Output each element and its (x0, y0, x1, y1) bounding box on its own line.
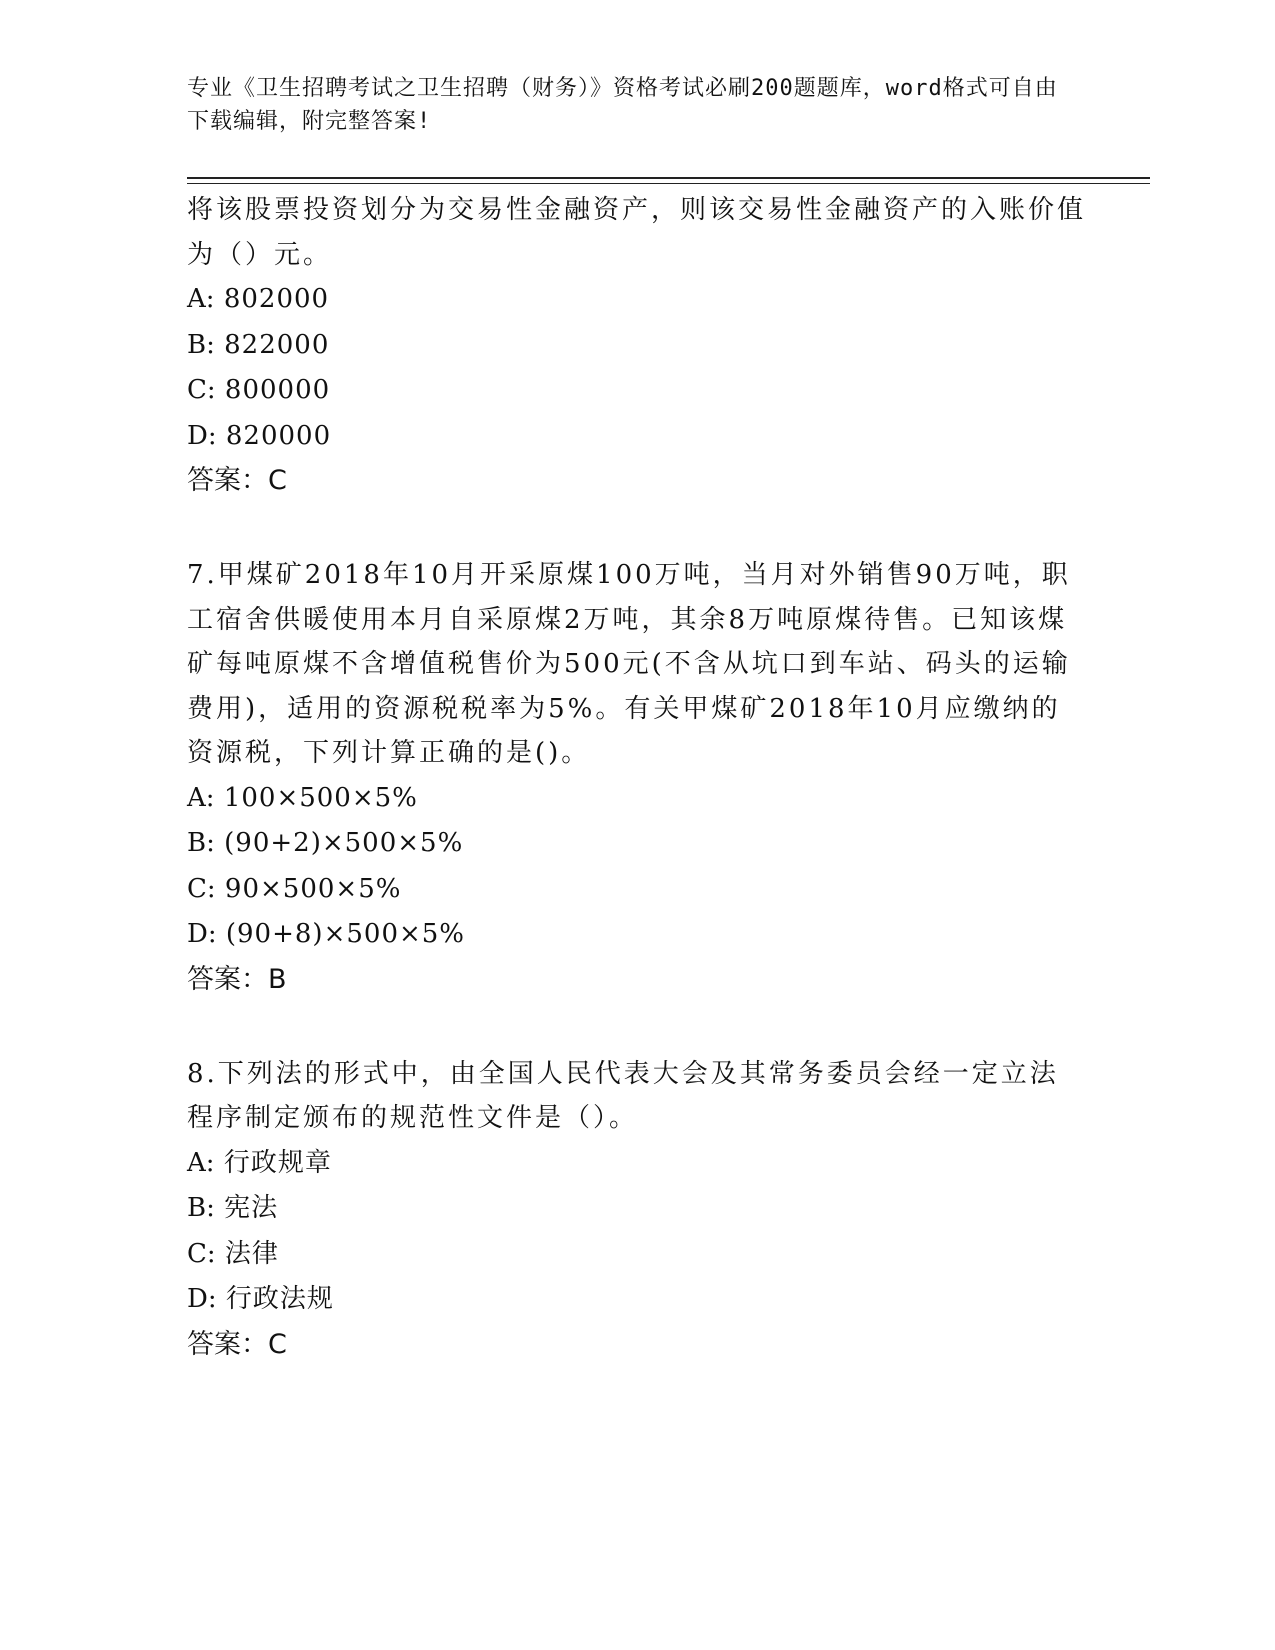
option-c (187, 1232, 1087, 1278)
option-letter: C: (187, 873, 216, 904)
answer-line (187, 459, 1087, 503)
option-letter: C: (187, 375, 216, 405)
option-a (187, 776, 1087, 822)
option-b (187, 821, 1087, 867)
option-text: 宪法 (224, 1193, 279, 1223)
answer-value: C (268, 1328, 287, 1360)
question-spacer (187, 503, 1087, 553)
option-letter: D: (187, 919, 217, 949)
option-d (187, 912, 1087, 958)
option-letter: B: (187, 329, 215, 360)
option-text: 100×500×5% (223, 782, 418, 813)
option-text: 822000 (224, 329, 330, 360)
option-a (187, 277, 1087, 323)
option-text: 行政规章 (223, 1147, 332, 1178)
question-text: 将该股票投资划分为交易性金融资产，则该交易性金融资产的入账价值为（）元。 (187, 195, 1087, 270)
question-block (187, 1052, 1087, 1367)
option-d (187, 1277, 1087, 1323)
option-text: 90×500×5% (224, 873, 402, 904)
option-list (187, 1141, 1087, 1323)
option-d (187, 414, 1087, 460)
question-spacer (187, 1002, 1087, 1052)
answer-label: 答案： (187, 963, 268, 995)
option-text: 800000 (224, 375, 331, 405)
option-letter: D: (187, 1284, 217, 1314)
option-text: 行政法规 (225, 1284, 334, 1314)
question-list (187, 188, 1087, 1367)
header-divider-thick (187, 177, 1150, 179)
option-letter: A: (187, 782, 215, 813)
answer-value: C (268, 465, 287, 496)
option-c (187, 368, 1087, 414)
question-block (187, 553, 1087, 1002)
question-text: 8.下列法的形式中，由全国人民代表大会及其常务委员会经一定立法程序制定颁布的规范性文件是（）。 (187, 1058, 1059, 1133)
answer-line (187, 958, 1087, 1002)
option-letter: C: (187, 1238, 216, 1269)
option-b (187, 323, 1087, 369)
answer-label: 答案： (187, 1328, 268, 1360)
option-letter: D: (187, 420, 217, 451)
option-text: 820000 (225, 420, 332, 451)
option-c (187, 867, 1087, 913)
question-text: 7.甲煤矿2018年10月开采原煤100万吨，当月对外销售90万吨，职工宿舍供暖使用本月自采原煤2万吨，其余8万吨原煤待售。已知该煤矿每吨原煤不含增值税售价为500元(不含从坑口到车站、码头的运输费用)，适用的资源税税率为5%。有关甲煤矿2018年10月应缴纳的资源税，下列计算正确的是()。 (187, 560, 1071, 768)
option-a (187, 1141, 1087, 1187)
question-block (187, 188, 1087, 503)
option-letter: A: (187, 1147, 215, 1178)
option-b (187, 1186, 1087, 1232)
option-letter: A: (187, 284, 215, 314)
answer-label: 答案： (187, 465, 268, 496)
answer-line (187, 1323, 1087, 1367)
header-divider-thin (187, 183, 1150, 184)
option-letter: B: (187, 828, 215, 858)
answer-value: B (268, 963, 287, 995)
document-header: 专业《卫生招聘考试之卫生招聘（财务）》资格考试必刷200题题库，word格式可自由下载编辑，附完整答案! (187, 76, 1058, 134)
option-text: (90+2)×500×5% (224, 828, 464, 858)
option-list (187, 776, 1087, 958)
option-letter: B: (187, 1193, 215, 1223)
option-list (187, 277, 1087, 459)
option-text: 802000 (223, 284, 330, 314)
option-text: 法律 (224, 1238, 279, 1269)
option-text: (90+8)×500×5% (225, 919, 466, 949)
